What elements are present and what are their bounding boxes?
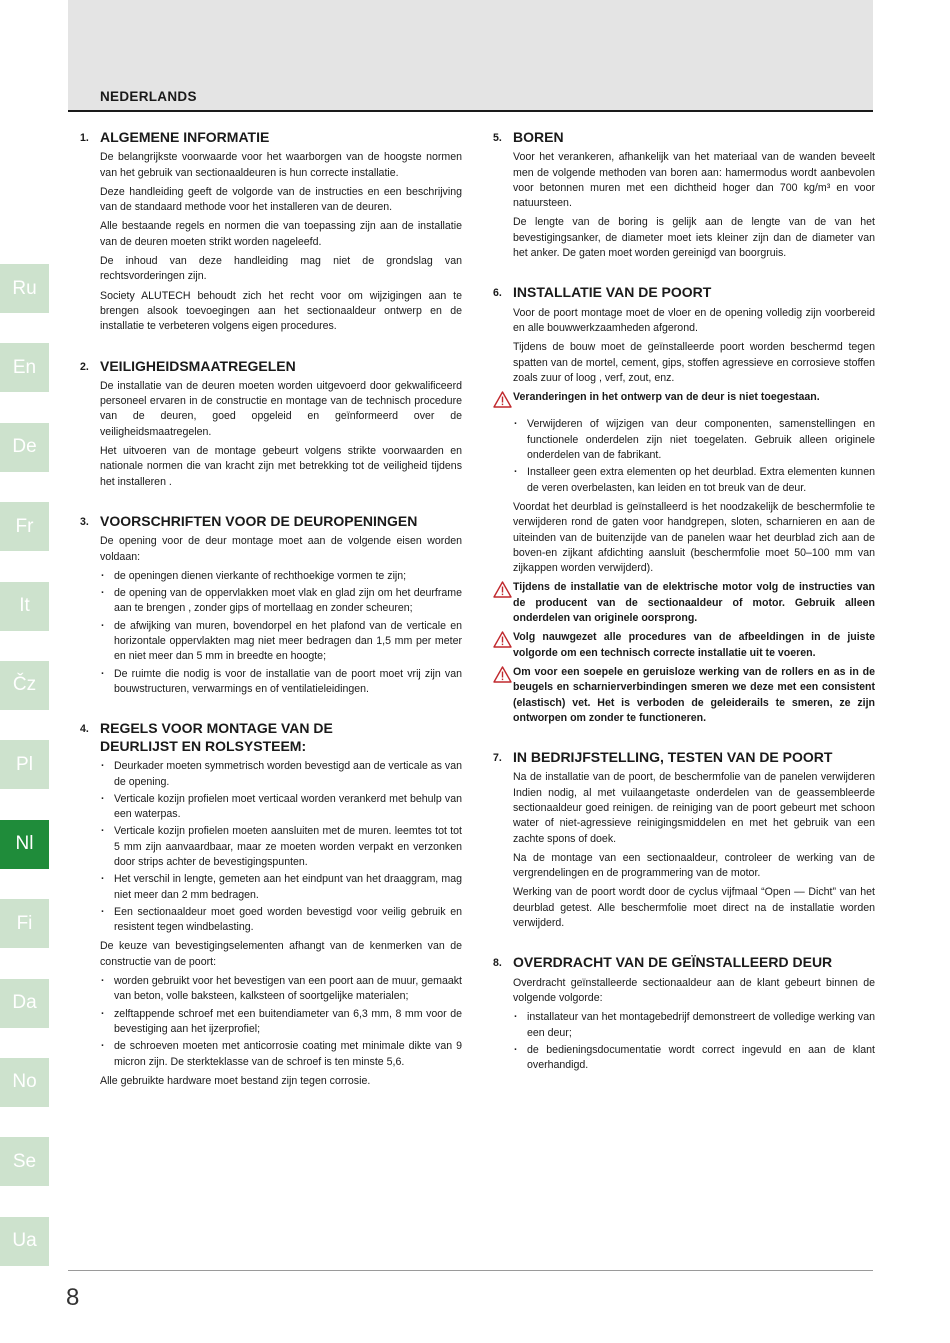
list-item: · Een sectionaaldeur moet goed worden bevestigd voor veilig gebruik en resistent tegen windbelasting. <box>100 905 462 936</box>
list-item: · de bedieningsdocumentatie wordt correct ingevuld en aan de klant overhandigd. <box>513 1043 875 1074</box>
section-number: 3. <box>80 515 89 528</box>
warning-note <box>493 630 875 661</box>
paragraph: Werking van de poort wordt door de cyclus vijfmaal “Open — Dicht” van het deurblad getest. Alle beschermfolie moet direct na de installatie worden verwijderd. <box>513 886 875 930</box>
footer-divider <box>68 1270 873 1271</box>
language-tabs <box>0 264 49 1296</box>
tab-cz[interactable]: Čz <box>0 661 49 710</box>
bullet-list <box>513 417 875 495</box>
tab-en[interactable]: En <box>0 343 49 392</box>
section-title: INSTALLATIE VAN DE POORT <box>513 284 712 301</box>
section-number: 6. <box>493 287 502 300</box>
section-title: ALGEMENE INFORMATIE <box>100 129 270 145</box>
section-title: OVERDRACHT VAN DE GEÏNSTALLEERD DEUR <box>513 954 833 971</box>
section-title-line: REGELS VOOR MONTAGE VAN DE <box>100 720 333 737</box>
tab-ru[interactable]: Ru <box>0 264 49 313</box>
list-item: · Verticale kozijn profielen moet verticaal worden verankerd met behulp van een waterpas. <box>100 792 462 823</box>
tab-fr[interactable]: Fr <box>0 502 49 551</box>
tab-no[interactable]: No <box>0 1058 49 1107</box>
list-item: · installateur van het montagebedrijf demonstreert de volledige werking van een deur; <box>513 1010 875 1041</box>
section-number: 4. <box>80 723 89 736</box>
warning-icon <box>493 581 513 603</box>
section-number: 7. <box>493 752 502 765</box>
tab-it[interactable]: It <box>0 582 49 631</box>
paragraph: De installatie van de deuren moeten worden uitgevoerd door gekwalificeerd personeel ervaren in de constructie en montage van de technisch procedure van de deuren, goed opgeleid en geïnformeerd over de veiligheidsmaatregelen. <box>100 379 462 438</box>
section-openings <box>80 512 462 697</box>
list-item: · de openingen dienen vierkante of rechthoekige vormen te zijn; <box>100 569 462 584</box>
tab-se[interactable]: Se <box>0 1137 49 1186</box>
section-number: 8. <box>493 957 502 970</box>
warning-note <box>493 665 875 726</box>
bullet-list <box>100 974 462 1070</box>
list-item: · worden gebruikt voor het bevestigen van een poort aan de muur, gemaakt van beton, volle baksteen, kalksteen of soortgelijke materialen; <box>100 974 462 1005</box>
bullet-list <box>100 569 462 697</box>
paragraph: Alle gebruikte hardware moet bestand zijn tegen corrosie. <box>100 1074 371 1087</box>
paragraph: Na de installatie van de poort, de beschermfolie van de panelen verwijderen Indien nodig, al met vuilaangetaste onderdelen van de geassembleerde sectionaaldeur goed reinigen. de reiniging van de poort gebeurt met schoon water of niet-agressieve reinigingsmiddelen en met het gebruik van een zachte spons of doek. <box>513 771 875 845</box>
tab-da[interactable]: Da <box>0 979 49 1028</box>
page-number: 8 <box>66 1284 80 1311</box>
warning-text: Volg nauwgezet alle procedures van de afbeeldingen in de juiste volgorde om een technisch correcte installatie uit te voeren. <box>513 631 875 659</box>
tab-pl[interactable]: Pl <box>0 740 49 789</box>
section-drilling <box>493 128 875 261</box>
warning-text: Veranderingen in het ontwerp van de deur is niet toegestaan. <box>513 391 820 404</box>
section-handover <box>493 953 875 1073</box>
right-column <box>493 128 875 1095</box>
list-item: · de afwijking van muren, bovendorpel en het plafond van de verticale en horizontale oppervlakten mag niet meer bedragen dan 1,5 mm per meter en niet meer dan 5 mm in breedte en hoogte; <box>100 619 462 665</box>
section-title: BOREN <box>513 129 564 145</box>
list-item: · zelftappende schroef met een buitendiameter van 6,3 mm, 8 mm voor de bevestiging aan het ijzerprofiel; <box>100 1007 462 1038</box>
paragraph: Overdracht geïnstalleerde sectionaaldeur aan de klant gebeurt binnen de volgende volgorde: <box>513 976 875 1004</box>
warning-text: Om voor een soepele en geruisloze werking van de rollers en as in de beugels en scharnierverbindingen smeren we deze met een consistent (elastisch) vet. Het is verboden de geleiderails te smeren, ze zijn ontworpen om zonder te functioneren. <box>513 665 875 724</box>
header-divider <box>68 110 873 112</box>
tab-de[interactable]: De <box>0 423 49 472</box>
paragraph: De lengte van de boring is gelijk aan de lengte van de van het bevestigingsanker, de diameter moet iets kleiner zijn dan de diameter van het anker. De gaten moet worden gereinigd van boorgruis. <box>513 216 875 260</box>
section-title: VEILIGHEIDSMAATREGELEN <box>100 357 296 374</box>
warning-text: Tijdens de installatie van de elektrische motor volg de instructies van de producent van de sectionaaldeur of motor. Gebruik alleen onderdelen van originele oorsprong. <box>513 581 875 625</box>
tab-ua[interactable]: Ua <box>0 1217 49 1266</box>
section-title-line: DEURLIJST EN ROLSYSTEEM: <box>100 738 307 755</box>
list-item: · Deurkader moeten symmetrisch worden bevestigd aan de verticale as van de opening. <box>100 759 462 790</box>
paragraph: Na de montage van een sectionaaldeur, controleer de werking van de vergrendelingen en de programmering van de motor. <box>513 851 875 880</box>
list-item: · de opening van de oppervlakken moet vlak en glad zijn om het deurframe aan te brengen , zonder gips of mortellaag en zonder scheuren; <box>100 586 462 617</box>
section-title <box>100 719 333 755</box>
section-number: 1. <box>80 132 89 144</box>
section-mounting-rules <box>80 719 462 1089</box>
list-item: · De ruimte die nodig is voor de installatie van de poort moet vrij zijn van bouwstructuren, verwarmings en of ventilatieleidingen. <box>100 667 462 698</box>
bullet-list <box>513 1010 875 1073</box>
paragraph: De belangrijkste voorwaarde voor het waarborgen van de hoogste normen van het gebruik van sectionaaldeuren is hun correcte installatie. <box>100 151 462 179</box>
paragraph: Alle bestaande regels en normen die van toepassing zijn aan de installatie van de deuren moeten strikt worden nageleefd. <box>100 220 462 248</box>
paragraph: De inhoud van deze handleiding mag niet de grondslag van rechtsvorderingen zijn. <box>100 255 462 283</box>
warning-icon <box>493 391 513 413</box>
warning-note <box>493 390 875 413</box>
section-installation <box>493 283 875 726</box>
paragraph: Society ALUTECH behoudt zich het recht voor om wijzigingen aan te brengen alsook toevoegingen aan het sectionaaldeur ontwerp en de installatie te verbeteren volgens eigen procedures. <box>100 289 462 333</box>
list-item: · Verticale kozijn profielen moeten aansluiten met de muren. leemtes tot tot 5 mm zijn aanvaardbaar, maar ze moeten worden verpakt en verzonken door strips achter de bevestigingspunten. <box>100 824 462 870</box>
paragraph: Voor de poort montage moet de vloer en de opening volledig zijn voorbereid en alle bouwwerkzaamheden afgerond. <box>513 306 875 334</box>
section-number: 2. <box>80 360 89 373</box>
tab-fi[interactable]: Fi <box>0 899 49 948</box>
paragraph: De keuze van bevestigingselementen afhangt van de kenmerken van de constructie van de poort: <box>100 940 462 968</box>
section-number: 5. <box>493 132 502 144</box>
list-item: · Installeer geen extra elementen op het deurblad. Extra elementen kunnen de veren overbelasten, kan leiden en tot breuk van de deur. <box>513 465 875 496</box>
list-item: · Verwijderen of wijzigen van deur componenten, samenstellingen en functionele onderdelen zijn niet toegelaten. Gebruik alleen originele onderdelen van de fabrikant. <box>513 417 875 463</box>
section-title: VOORSCHRIFTEN VOOR DE DEUROPENINGEN <box>100 512 418 529</box>
paragraph: Voor het verankeren, afhankelijk van het materiaal van de wanden beveelt men de volgende methoden van boren aan: hamermodus wordt aanbevolen voor betonnen muren met een dichtheid hoger dan 700 kg/m³ en voor natuursteen. <box>513 151 875 210</box>
paragraph: Voordat het deurblad is geïnstalleerd is het noodzakelijk de beschermfolie te verwijderen rond de gaten voor handgrepen, sloten, scharnieren en aan de uiteinden van de buitenzijde van de panelen waar het deurblad zich aan de boven-en zijkant afdichting aansluit (beschermfolie moet 50–100 mm van zijkappen worden verwijderd). <box>513 500 875 575</box>
section-safety <box>80 357 462 490</box>
warning-icon <box>493 666 513 688</box>
paragraph: Deze handleiding geeft de volgorde van de instructies en een beschrijving van de standaard methode voor het installeren van de deuren. <box>100 185 462 214</box>
warning-note <box>493 580 875 626</box>
section-commissioning <box>493 748 875 931</box>
paragraph: De opening voor de deur montage moet aan de volgende eisen worden voldaan: <box>100 535 462 563</box>
section-general-info <box>80 128 462 335</box>
list-item: · Het verschil in lengte, gemeten aan het eindpunt van het draaggram, mag niet meer dan 2 mm bedragen. <box>100 872 462 903</box>
bullet-list <box>100 759 462 935</box>
paragraph: Tijdens de bouw moet de geïnstalleerde poort worden beschermd tegen spatten van de mortel, cement, gips, stoffen agressieve en corrosieve stoffen zoals zuur of loog , verf, zout, enz. <box>513 341 875 384</box>
paragraph: Het uitvoeren van de montage gebeurt volgens strikte voorwaarden en nationale normen die van kracht zijn met betrekking tot de veiligheid tijdens het installeren . <box>100 445 462 488</box>
list-item: · de schroeven moeten met anticorrosie coating met minimale dikte van 9 micron zijn. De sterkteklasse van de schroef is ten minste 5,6. <box>100 1039 462 1070</box>
warning-icon <box>493 631 513 653</box>
section-title: IN BEDRIJFSTELLING, TESTEN VAN DE POORT <box>513 749 833 766</box>
left-column <box>80 128 462 1111</box>
language-heading: NEDERLANDS <box>100 89 197 104</box>
tab-nl[interactable]: Nl <box>0 820 49 869</box>
